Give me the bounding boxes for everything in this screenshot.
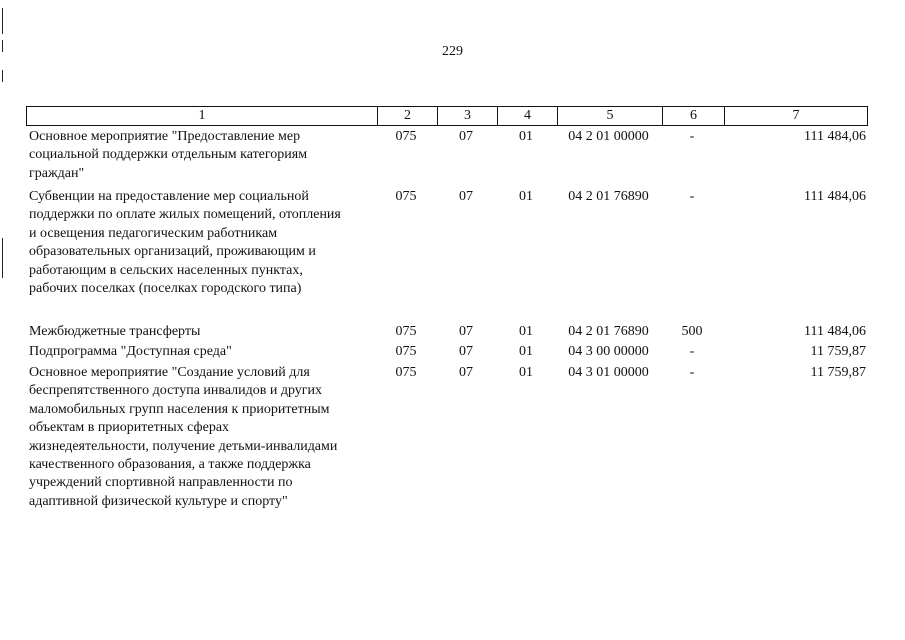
column-header-5: 5 xyxy=(557,107,662,125)
row-name: Основное мероприятие "Создание условий для беспрепятственного доступа инвалидов и других маломобильных групп населения к приоритетным объектам в приоритетных сферах жизнедеятельности, получение детьми-инвалидами качественного образования, а также поддержка учреждений спортивной направленности по адаптивной физической культуре и спорту" xyxy=(29,365,338,509)
row-name: Субвенции на предоставление мер социальной поддержки по оплате жилых помещений, отопления и освещения педагогическим работникам образовательных организаций, проживающим и работающим в сельских населенных пунктах, рабочих поселках (поселках городского типа) xyxy=(29,189,341,297)
column-header-1: 1 xyxy=(198,108,206,123)
cell-col-7-amount: 11 759,87 xyxy=(810,344,866,359)
cell-col-5: 04 2 01 76890 xyxy=(568,189,649,204)
scan-edge-mark xyxy=(2,8,3,34)
cell-col-3: 07 xyxy=(459,344,473,359)
scan-edge-mark xyxy=(2,70,3,82)
row-name: Подпрограмма "Доступная среда" xyxy=(29,344,232,359)
cell-col-7-amount: 111 484,06 xyxy=(804,189,866,204)
cell-col-2: 075 xyxy=(395,365,417,380)
cell-col-2: 075 xyxy=(395,344,417,359)
column-header-2: 2 xyxy=(377,107,437,125)
cell-col-3: 07 xyxy=(459,129,473,144)
cell-col-3: 07 xyxy=(459,365,473,380)
cell-col-4: 01 xyxy=(519,129,533,144)
column-header-3: 3 xyxy=(437,107,497,125)
cell-col-6: - xyxy=(689,189,695,204)
cell-col-5: 04 3 00 00000 xyxy=(568,344,649,359)
cell-col-3: 07 xyxy=(459,324,473,339)
cell-col-4: 01 xyxy=(519,344,533,359)
page-number: 229 xyxy=(442,44,463,59)
cell-col-7-amount: 111 484,06 xyxy=(804,324,866,339)
row-name: Межбюджетные трансферты xyxy=(29,324,201,339)
cell-col-6: - xyxy=(689,365,695,380)
column-header-7: 7 xyxy=(724,107,867,125)
scan-edge-mark xyxy=(2,238,3,278)
cell-col-2: 075 xyxy=(395,129,417,144)
cell-col-6: 500 xyxy=(681,324,703,339)
table-header-row xyxy=(26,106,868,126)
cell-col-5: 04 2 01 00000 xyxy=(568,129,649,144)
column-header-6: 6 xyxy=(662,107,724,125)
cell-col-2: 075 xyxy=(395,324,417,339)
cell-col-7-amount: 11 759,87 xyxy=(810,365,866,380)
cell-col-6: - xyxy=(689,344,695,359)
cell-col-4: 01 xyxy=(519,324,533,339)
cell-col-7-amount: 111 484,06 xyxy=(804,129,866,144)
column-header-4: 4 xyxy=(497,107,557,125)
cell-col-4: 01 xyxy=(519,189,533,204)
cell-col-6: - xyxy=(689,129,695,144)
cell-col-2: 075 xyxy=(395,189,417,204)
cell-col-5: 04 2 01 76890 xyxy=(568,324,649,339)
cell-col-3: 07 xyxy=(459,189,473,204)
cell-col-5: 04 3 01 00000 xyxy=(568,365,649,380)
cell-col-4: 01 xyxy=(519,365,533,380)
row-name: Основное мероприятие "Предоставление мер социальной поддержки отдельным категориям граждан" xyxy=(29,129,308,181)
